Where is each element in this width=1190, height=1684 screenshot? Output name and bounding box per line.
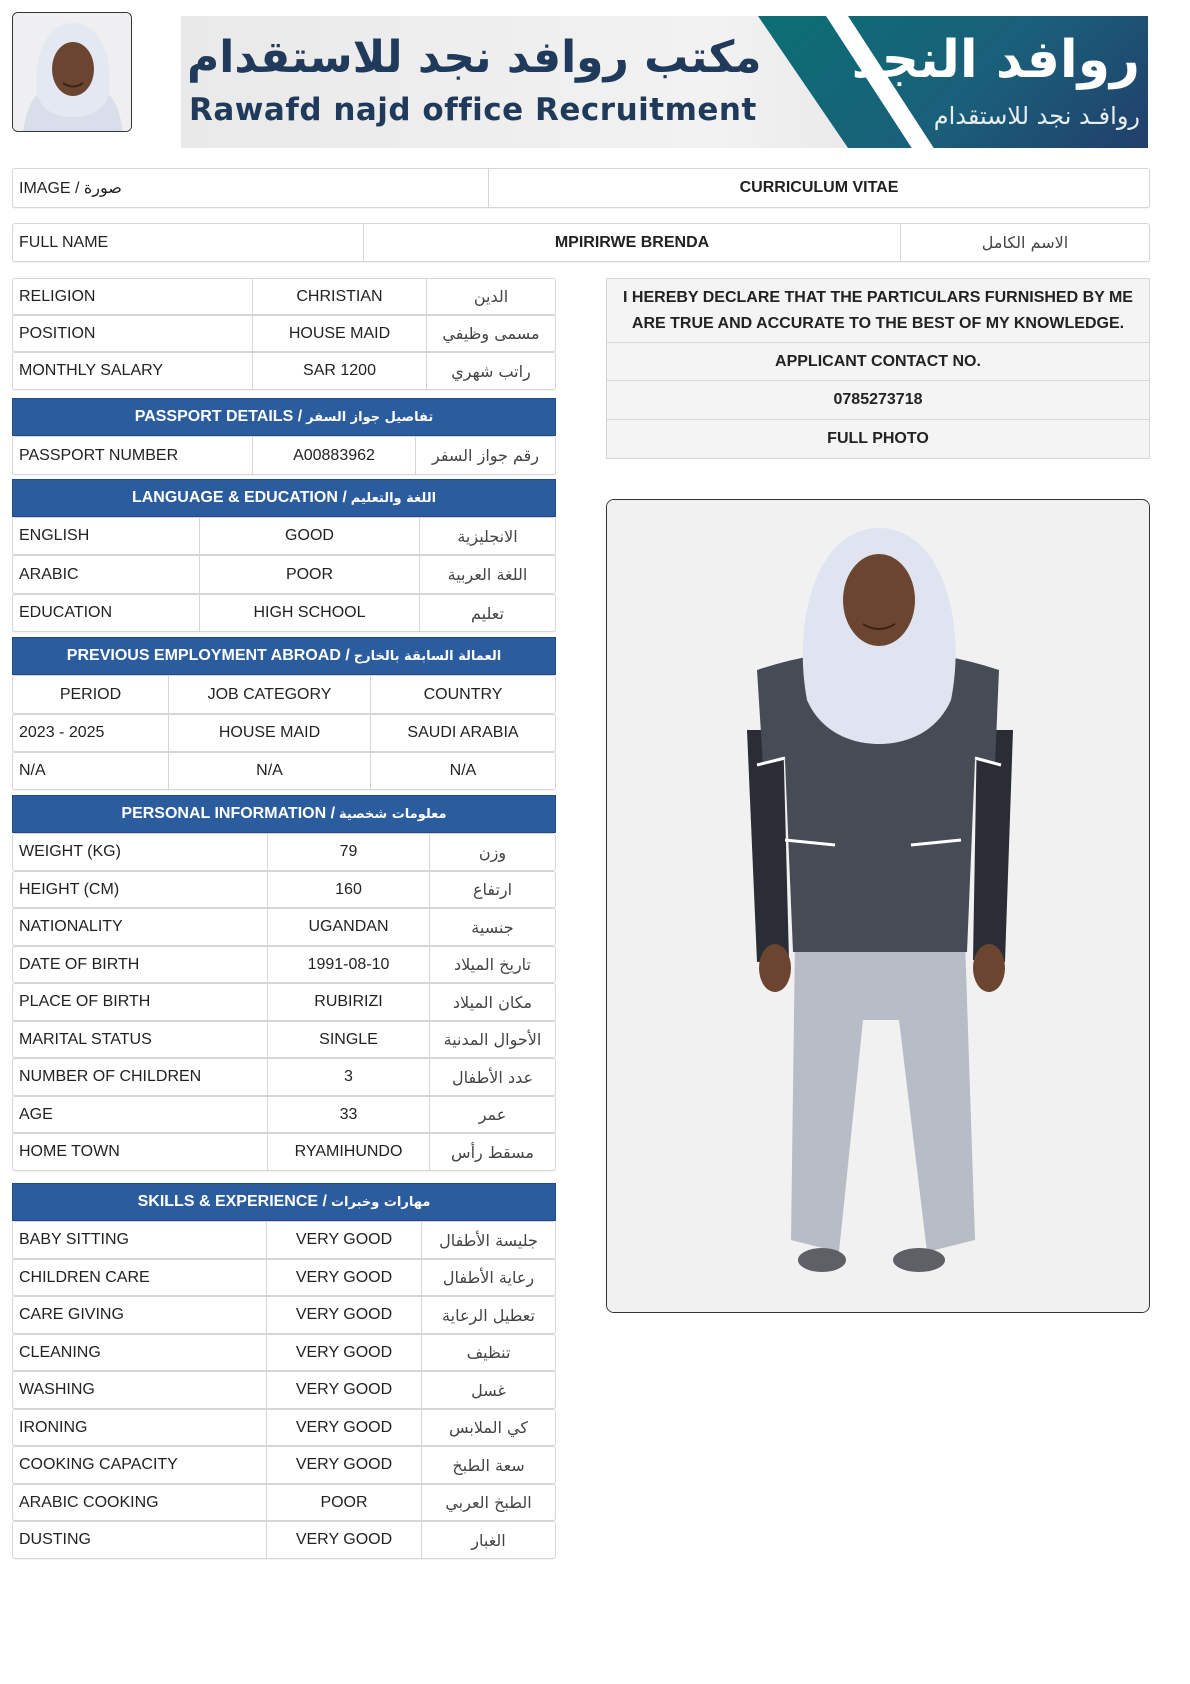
info-label: ARABIC [19,565,79,583]
info-label: CLEANING [19,1343,101,1361]
language-section-heading [12,479,556,517]
column-header: COUNTRY [370,676,555,713]
info-label: NATIONALITY [19,918,123,935]
info-value: GOOD [199,518,419,554]
full-name-label-ar: الاسم الكامل [900,224,1149,261]
job-category-cell: HOUSE MAID [168,715,370,751]
info-value: UGANDAN [267,909,429,945]
full-name-value: MPIRIRWE BRENDA [363,224,900,261]
info-label: DUSTING [19,1531,91,1548]
info-row [12,1021,556,1058]
info-label-ar: وزن [429,834,555,870]
info-label-ar: تنظيف [421,1335,555,1370]
banner-arabic-title: مكتب روافد نجد للاستقدام [187,32,762,83]
table-row [12,752,556,790]
info-value: VERY GOOD [266,1410,421,1445]
info-label-ar: الدين [426,279,555,314]
info-label-ar: تعليم [419,595,555,631]
info-value: 3 [267,1059,429,1095]
info-label-ar: الغبار [421,1522,555,1558]
info-row [12,594,556,632]
section-heading-text: PASSPORT DETAILS / [134,408,303,425]
section-heading-text-ar: اللغة والتعليم [350,490,437,506]
info-label-ar: ارتفاع [429,872,555,907]
declaration-panel [606,278,1150,459]
info-row [12,352,556,390]
info-value: 79 [267,834,429,870]
info-value: POOR [266,1485,421,1520]
info-value: RUBIRIZI [267,984,429,1020]
info-label-ar: مسقط رأس [429,1134,555,1170]
contact-label: APPLICANT CONTACT NO. [607,343,1149,381]
info-row [12,1446,556,1484]
info-label: NUMBER OF CHILDREN [19,1068,202,1085]
full-name-label: FULL NAME [19,233,109,251]
info-row [12,833,556,871]
info-label: PASSPORT NUMBER [19,446,179,464]
info-label-ar: عمر [429,1097,555,1132]
info-value: POOR [199,556,419,593]
employment-header-row [12,675,556,714]
country-cell: N/A [370,753,555,789]
info-label-ar: غسل [421,1372,555,1408]
full-body-photo [607,500,1150,1313]
info-value: SAR 1200 [252,353,426,389]
info-row [12,908,556,946]
image-label: IMAGE / صورة [19,180,122,197]
table-row [12,714,556,752]
period-cell: 2023 - 2025 [19,724,105,741]
info-label: WEIGHT (KG) [19,843,121,860]
info-label: AGE [19,1105,53,1123]
info-label: POSITION [19,324,96,342]
agency-logo: روافد النجد [851,30,1140,90]
info-label-ar: رعاية الأطفال [421,1260,555,1295]
info-row [12,436,556,475]
info-label-ar: مسمى وظيفي [426,316,555,351]
passport-section-heading [12,398,556,436]
banner-english-title: Rawafd najd office Recruitment [189,92,757,128]
info-value: RYAMIHUNDO [267,1134,429,1170]
info-value: VERY GOOD [266,1297,421,1333]
info-value: HIGH SCHOOL [199,595,419,631]
full-photo-frame [606,499,1150,1313]
applicant-thumbnail-photo [12,12,132,132]
full-photo-label: FULL PHOTO [827,430,929,447]
info-value: VERY GOOD [266,1335,421,1370]
info-row [12,1259,556,1296]
column-header: PERIOD [59,685,122,703]
info-value: 160 [267,872,429,907]
info-row [12,1096,556,1133]
document-title: CURRICULUM VITAE [488,169,1149,207]
portrait-image [13,13,132,132]
info-row [12,555,556,594]
info-label: DATE OF BIRTH [19,955,140,973]
info-label: EDUCATION [19,604,113,621]
info-label-ar: تعطيل الرعاية [421,1297,555,1333]
info-label-ar: الانجليزية [419,518,555,554]
info-value: 33 [267,1097,429,1132]
info-label: PLACE OF BIRTH [19,993,151,1010]
section-heading-text-ar: العمالة السابقة بالخارج [353,648,502,664]
info-value: VERY GOOD [266,1222,421,1258]
info-label: WASHING [19,1381,95,1398]
info-row [12,517,556,555]
agency-logo-subtitle: روافـد نجد للاستقدام [933,102,1140,130]
section-heading-text: SKILLS & EXPERIENCE / [137,1193,327,1210]
info-row [12,1296,556,1334]
agency-banner [181,16,1148,148]
passport-number: A00883962 [252,437,415,474]
section-heading-text: PERSONAL INFORMATION / [121,805,336,822]
info-value: VERY GOOD [266,1447,421,1483]
cv-title-row [12,168,1150,208]
info-label-ar: رقم جواز السفر [415,437,555,474]
info-label: CHILDREN CARE [19,1268,150,1286]
info-label-ar: الأحوال المدنية [429,1022,555,1057]
section-heading-text: PREVIOUS EMPLOYMENT ABROAD / [66,647,350,664]
info-label: MONTHLY SALARY [19,362,164,379]
section-heading-text-ar: معلومات شخصية [339,806,447,822]
info-row [12,315,556,352]
info-label: MARITAL STATUS [19,1030,152,1048]
employment-section-heading [12,637,556,675]
contact-number: 0785273718 [607,381,1149,420]
info-row [12,1221,556,1259]
info-label: CARE GIVING [19,1306,124,1323]
info-label-ar: تاريخ الميلاد [429,947,555,982]
skills-section-heading [12,1183,556,1221]
info-value: SINGLE [267,1022,429,1057]
job-category-cell: N/A [168,753,370,789]
section-heading-text-ar: مهارات وخبرات [330,1194,431,1210]
info-label-ar: راتب شهري [426,353,555,389]
declaration-text: I HEREBY DECLARE THAT THE PARTICULARS FURNISHED BY ME ARE TRUE AND ACCURATE TO THE BEST OF MY KNOWLEDGE. [607,279,1149,343]
info-label-ar: عدد الأطفال [429,1059,555,1095]
info-label: HOME TOWN [19,1143,120,1160]
country-cell: SAUDI ARABIA [370,715,555,751]
info-label-ar: جليسة الأطفال [421,1222,555,1258]
section-heading-text-ar: تفاصيل جواز السفر [306,409,434,425]
info-label: BABY SITTING [19,1231,129,1248]
info-row [12,1484,556,1521]
info-value: VERY GOOD [266,1372,421,1408]
info-label: COOKING CAPACITY [19,1456,178,1473]
info-row [12,871,556,908]
info-label: HEIGHT (CM) [19,880,120,898]
info-label-ar: جنسية [429,909,555,945]
info-label-ar: الطبخ العربي [421,1485,555,1520]
info-label-ar: مكان الميلاد [429,984,555,1020]
info-row [12,1371,556,1409]
info-label: IRONING [19,1418,88,1436]
info-value: CHRISTIAN [252,279,426,314]
info-row [12,1058,556,1096]
info-value: 1991-08-10 [267,947,429,982]
info-value: HOUSE MAID [252,316,426,351]
info-row [12,1409,556,1446]
column-header: JOB CATEGORY [168,676,370,713]
full-name-row [12,223,1150,262]
info-row [12,1521,556,1559]
personal-section-heading [12,795,556,833]
info-label: RELIGION [19,287,96,305]
info-row [12,983,556,1021]
section-heading-text: LANGUAGE & EDUCATION / [131,489,347,506]
info-value: VERY GOOD [266,1522,421,1558]
info-value: VERY GOOD [266,1260,421,1295]
info-label-ar: سعة الطبخ [421,1447,555,1483]
info-row [12,946,556,983]
info-label-ar: اللغة العربية [419,556,555,593]
info-label-ar: كي الملابس [421,1410,555,1445]
info-row [12,1334,556,1371]
info-row [12,278,556,315]
info-row [12,1133,556,1171]
info-label: ARABIC COOKING [19,1493,159,1511]
info-label: ENGLISH [19,527,90,544]
period-cell: N/A [19,762,46,779]
